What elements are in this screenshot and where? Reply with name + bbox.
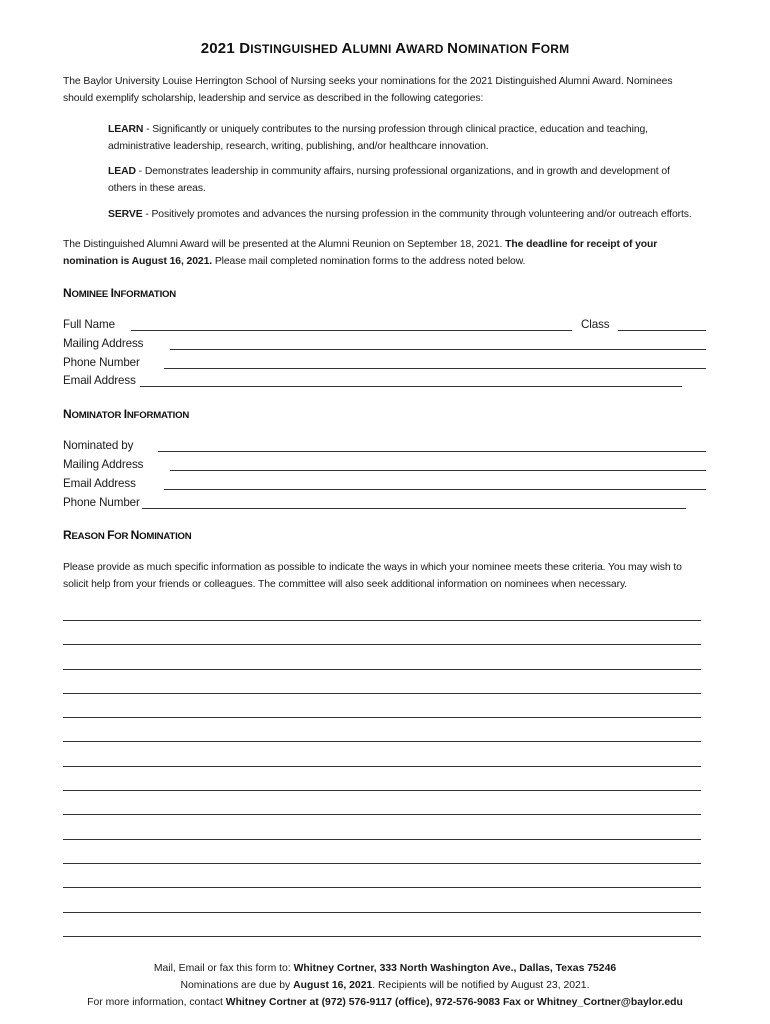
nominator-name-field[interactable] [158,451,706,452]
nominator-mailing-label: Mailing Address [63,458,144,471]
reason-instructions: Please provide as much specific information as possible to indicate the ways in which your nominee meets these criteria. You may wish to solicit help from your friends or colleagues. The committee will also seek additional information on nominees when necessary. [63,562,682,590]
reason-line[interactable] [63,814,701,815]
nominator-name-label: Nominated by [63,439,134,452]
reason-line[interactable] [63,912,701,913]
reason-line[interactable] [63,839,701,840]
category-lead: LEAD - Demonstrates leadership in community affairs, nursing professional organizations, and in growth and development of others in these areas. [108,166,670,194]
category-serve: SERVE - Positively promotes and advances the nursing profession in the community through volunteering and/or outreach efforts. [108,209,692,220]
nominee-section-heading: NOMINEE INFORMATION [63,286,177,300]
nominator-section-heading: NOMINATOR INFORMATION [63,407,190,421]
nominee-class-label: Class [581,318,610,331]
nominee-email-field[interactable] [140,386,682,387]
nominator-mailing-field[interactable] [170,470,706,471]
reason-line[interactable] [63,790,701,791]
nominee-phone-label: Phone Number [63,356,140,369]
reason-line[interactable] [63,644,701,645]
reason-line[interactable] [63,887,701,888]
nominee-email-label: Email Address [63,374,136,387]
intro-paragraph: The Baylor University Louise Herrington School of Nursing seeks your nominations for the 2021 Distinguished Alumni Award. Nominees should exemplify scholarship, leadership and service as described in the following categories: [63,76,673,104]
nominee-full-name-field[interactable] [131,330,572,331]
form-title: 2021 DISTINGUISHED ALUMNI AWARD NOMINATION FORM [200,40,570,57]
reason-line[interactable] [63,693,701,694]
footer-due-line: Nominations are due by August 16, 2021. Recipients will be notified by August 23, 2021. [180,980,590,991]
footer-contact-line: For more information, contact Whitney Cortner at (972) 576-9117 (office), 972-576-9083 Fax or Whitney_Cortner@baylor.edu [87,997,683,1008]
deadline-paragraph: The Distinguished Alumni Award will be presented at the Alumni Reunion on September 18, 2021. The deadline for receipt of your nomination is August 16, 2021. Please mail completed nomination forms to the address noted below. [63,239,658,267]
reason-line[interactable] [63,620,701,621]
nominee-mailing-field[interactable] [170,349,706,350]
reason-line[interactable] [63,741,701,742]
nominee-class-field[interactable] [618,330,706,331]
reason-line[interactable] [63,669,701,670]
footer-mail-line: Mail, Email or fax this form to: Whitney Cortner, 333 North Washington Ave., Dallas, Texas 75246 [153,963,617,974]
reason-line[interactable] [63,936,701,937]
nominator-email-label: Email Address [63,477,136,490]
reason-line[interactable] [63,766,701,767]
nominee-full-name-label: Full Name [63,318,115,331]
nominee-phone-field[interactable] [164,368,706,369]
reason-section-heading: REASON FOR NOMINATION [63,528,192,542]
category-learn: LEARN - Significantly or uniquely contributes to the nursing profession through clinical practice, education and teaching, administrative leadership, research, writing, publishing, and/or healthcare innovation. [108,124,648,152]
nominator-phone-label: Phone Number [63,496,140,509]
nominator-phone-field[interactable] [142,508,686,509]
nominator-email-field[interactable] [164,489,706,490]
reason-line[interactable] [63,717,701,718]
nominee-mailing-label: Mailing Address [63,337,144,350]
reason-line[interactable] [63,863,701,864]
